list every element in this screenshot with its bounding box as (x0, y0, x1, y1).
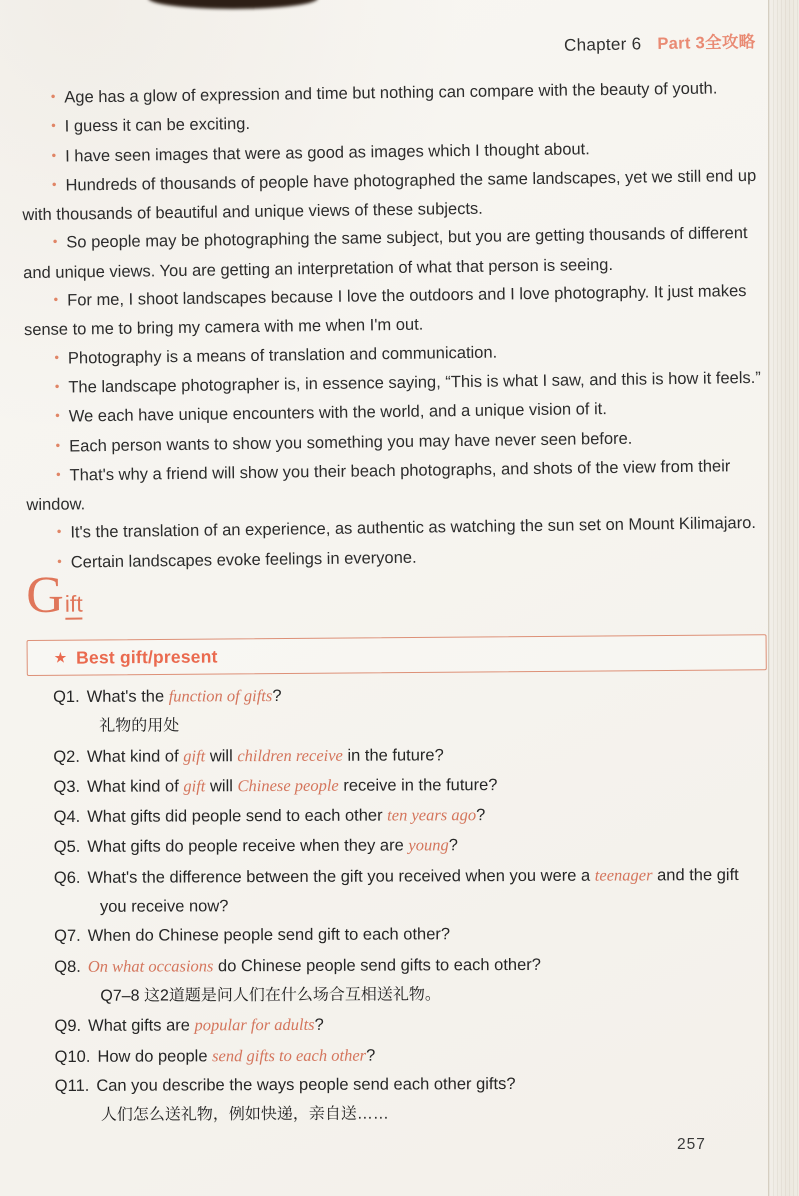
question-item: Q2. What kind of gift will children receive in the future? (53, 745, 444, 766)
bullet-dot-icon: • (55, 466, 61, 482)
bullet-dot-icon: • (50, 88, 56, 104)
question-number: Q7. (54, 927, 81, 946)
part-label: Part 3全攻略 (656, 33, 756, 54)
gift-section (26, 566, 767, 676)
bullet-item (26, 452, 769, 520)
bullet-dot-icon: • (56, 524, 62, 540)
bullet-text: So people may be photographing the same subject, but you are getting thousands of different and unique views. You are getting an interpretation of what that person is seeing. (23, 224, 748, 282)
question-item: Q4. What gifts did people send to each other ten years ago? (53, 805, 486, 827)
question-number: Q3. (53, 777, 81, 796)
background-object (148, 0, 318, 9)
bullet-text: It's the translation of an experience, as authentic as watching the sun set on Mount Kilimajaro. (70, 514, 757, 542)
bullet-text: Photography is a means of translation and communication. (67, 343, 498, 368)
bullet-dot-icon: • (54, 378, 60, 394)
question-number: Q8. (54, 957, 81, 976)
bullet-dot-icon: • (51, 147, 57, 163)
bullet-text: Each person wants to show you something you may have never seen before. (69, 429, 633, 456)
question-number: Q11. (54, 1076, 90, 1095)
question-note: Q7–8 这2道题是问人们在什么场合互相送礼物。 (100, 986, 441, 1005)
section-initial: G (25, 566, 65, 624)
question-number: Q2. (53, 747, 80, 766)
bullet-item (23, 219, 766, 287)
chapter-header (563, 28, 755, 56)
question-number: Q6. (53, 868, 81, 887)
question-item: Q3. What kind of gift will Chinese people receive in the future? (53, 775, 498, 796)
question-number: Q9. (54, 1017, 82, 1036)
question-item: Q7. When do Chinese people send gift to each other? (54, 925, 451, 946)
question-item: Q10. How do people send gifts to each other? (54, 1045, 376, 1066)
question-item: Q11. Can you describe the ways people send each other gifts? (54, 1074, 516, 1095)
bullet-list (21, 74, 770, 578)
bullet-text: Hundreds of thousands of people have photographed the same landscapes, yet we still end up with thousands of beautiful and unique views of these subjects. (22, 166, 757, 225)
question-number: Q4. (53, 808, 81, 827)
topic-title: Best gift/present (76, 645, 218, 668)
bullet-item (22, 162, 765, 230)
bullet-text: I have seen images that were as good as images which I thought about. (65, 139, 590, 166)
topic-box (27, 634, 767, 676)
bullet-dot-icon: • (53, 291, 59, 307)
bullet-text: Certain landscapes evoke feelings in everyone. (70, 548, 417, 572)
bullet-dot-icon: • (54, 349, 60, 365)
book-page-edge (768, 0, 799, 1196)
bullet-dot-icon: • (52, 234, 58, 250)
bullet-text: For me, I shoot landscapes because I love the outdoors and I love photography. It just makes sense to me to bring my camera with me when I'm out. (23, 282, 747, 340)
question-item: Q1. What's the function of gifts? (53, 686, 282, 706)
bullet-text: I guess it can be exciting. (64, 115, 251, 136)
section-title-gift (26, 566, 766, 629)
chapter-label: Chapter 6 (563, 34, 642, 55)
bullet-text: We each have unique encounters with the world, and a unique vision of it. (68, 400, 607, 426)
bullet-dot-icon: • (51, 176, 57, 192)
question-list (53, 679, 771, 1131)
bullet-text: The landscape photographer is, in essence saying, “This is what I saw, and this is how it feels.” (68, 368, 761, 397)
question-note: 礼物的用处 (99, 717, 180, 736)
bullet-dot-icon: • (55, 437, 61, 453)
bullet-dot-icon: • (57, 553, 62, 569)
bullet-dot-icon: • (51, 117, 56, 134)
star-icon: ★ (53, 649, 68, 667)
bullet-text: That's why a friend will show you their beach photographs, and shots of the view from their window. (26, 457, 731, 515)
page-number: 257 (677, 1136, 706, 1153)
question-item: Q6. What's the difference between the gift you received when you were a teenager and the gift you receive now? (53, 865, 739, 916)
bullet-text: Age has a glow of expression and time but nothing can compare with the beauty of youth. (64, 79, 718, 107)
question-item: Q5. What gifts do people receive when they are young? (53, 835, 458, 857)
question-number: Q10. (54, 1047, 91, 1066)
section-title-rest: ift (65, 591, 83, 620)
question-item: Q9. What gifts are popular for adults? (54, 1015, 324, 1036)
bullet-dot-icon: • (55, 407, 60, 423)
question-number: Q1. (53, 687, 80, 706)
question-number: Q5. (53, 838, 81, 857)
bullet-item (23, 277, 766, 345)
question-item: Q8. On what occasions do Chinese people send gifts to each other? (54, 955, 541, 976)
question-note: 人们怎么送礼物，例如快递，亲自送…… (100, 1105, 389, 1124)
